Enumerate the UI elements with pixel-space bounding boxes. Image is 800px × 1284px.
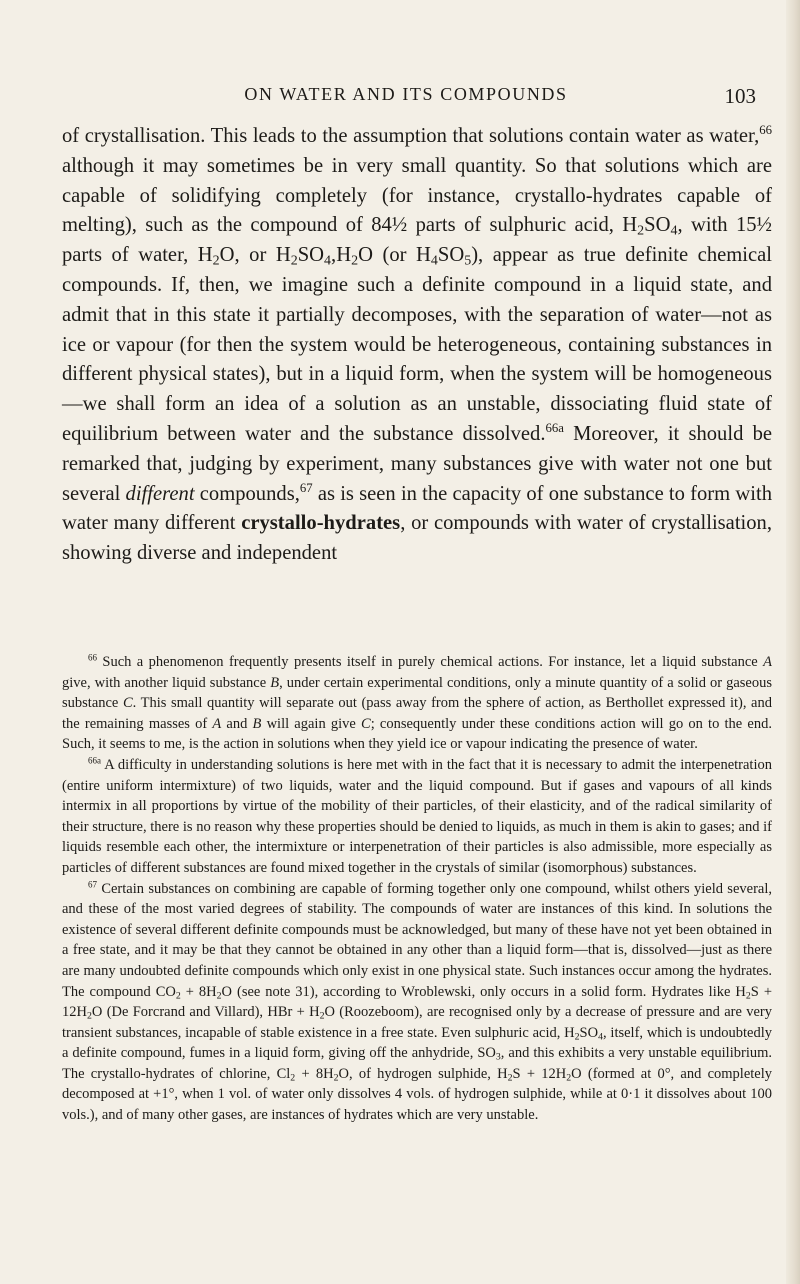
footnote-67: $^{67}$ Certain substances on combining are capable of forming together only one compound, whilst others yield several, and these of the most varied degrees of stability. The compounds of water are instances of this kind. In solutions the existence of several different definite compounds must be acknowledged, but many of these have not yet been obtained in a free state, and it may be that they cannot be obtained in any other than a liquid form—that is, dissolved—just as there are many undoubted definite compounds which only exist in one physical state. Such instances occur among the hydrates. The compound $CO_2 + 8H_2O$ (see note 31), according to Wroblewski, only occurs in a solid form. Hydrates like $H_2S + 12H_2O$ (De Forcrand and Villard), HBr + $H_2O$ (Roozeboom), are recognised only by a decrease of pressure and are very transient substances, incapable of stable existence in a free state. Even sulphuric acid, $H_2SO_4$, itself, which is undoubtedly a definite compound, fumes in a liquid form, giving off the anhydride, $SO_3$, and this exhibits a very unstable equilibrium. The crystallo-hydrates of chlorine, $Cl_2 + 8H_2O$, of hydrogen sulphide, $H_2S + 12H_2O$ (formed at 0°, and completely decomposed at +1°, when 1 vol. of water only dissolves 4 vols. of hydrogen sulphide, while at 0·1 it dissolves about 100 vols.), and of many other gases, are instances of hydrates which are very unstable. <box>62 878 773 1124</box>
footnote-66a: $^{66a}$ A difficulty in understanding solutions is here met with in the fact that it is necessary to admit the interpenetration (entire uniform intermixture) of two liquids, water and the liquid compound. But if gases and vapours of all kinds intermix in all proportions by virtue of the mobility of their particles, of their elasticity, and of the radical similarity of their structure, there is no reason why these properties should be denied to liquids, as much in them is akin to gases; and if liquids resemble each other, the intermixture or interpenetration of their particles is also admissible, more especially as particles of different substances are found mixed together in the crystals of similar (isomorphous) substances. <box>62 755 772 876</box>
footnote-66: $^{66}$ Such a phenomenon frequently presents itself in purely chemical actions. For instance, let a liquid substance A give, with another liquid substance B, under certain experimental conditions, only a minute quantity of a solid or gaseous substance C. This small quantity will separate out (pass away from the sphere of action, as Berthollet expressed it), and the remaining masses of A and B will again give C; consequently under these conditions action will go on to the end. Such, it seems to me, is the action in solutions when they yield ice or vapour indicating the presence of water. <box>62 652 772 753</box>
term-crystallo-hydrates: crystallo-hydrates <box>241 512 401 535</box>
footnote-ref-67: 67 <box>299 480 313 495</box>
running-head: ON WATER AND ITS COMPOUNDS <box>244 84 568 104</box>
emphasis-different: different <box>125 482 195 505</box>
footnotes <box>62 652 772 1126</box>
page-number: 103 <box>724 84 756 108</box>
body-paragraph: of crystallisation. This leads to the assumption that solutions contain water as water,$^{66}$ although it may sometimes be in very small quantity. So that solutions which are capable of solidifying completely (for instance, crystallo-hydrates capable of melting), such as the compound of 84½ parts of sulphuric acid, $H_2SO_4$, with 15½ parts of water, $H_2O$, or $H_2SO_4,H_2O$ (or $H_4SO_5$), appear as true definite chemical compounds. If, then, we imagine such a definite compound in a liquid state, and admit that in this state it partially decomposes, with the separation of water—not as ice or vapour (for then the system would be heterogeneous, containing substances in different physical states), but in a liquid form, when the system will be homogeneous—we shall form an idea of a solution as an unstable, dissociating fluid state of equilibrium between water and the substance dissolved.$^{66a}$ Moreover, it should be remarked that, judging by experiment, many substances give with water not one but several different compounds,$^{67}$ as is seen in the capacity of one substance to form with water many different crystallo-hydrates, or compounds with water of crystallisation, showing diverse and independent <box>62 123 773 565</box>
page-header <box>56 84 756 114</box>
body-text <box>62 122 772 569</box>
footnote-ref-66: 66 <box>759 123 772 138</box>
page-edge <box>786 0 800 1284</box>
footnote-ref-66a: 66a <box>545 421 564 436</box>
